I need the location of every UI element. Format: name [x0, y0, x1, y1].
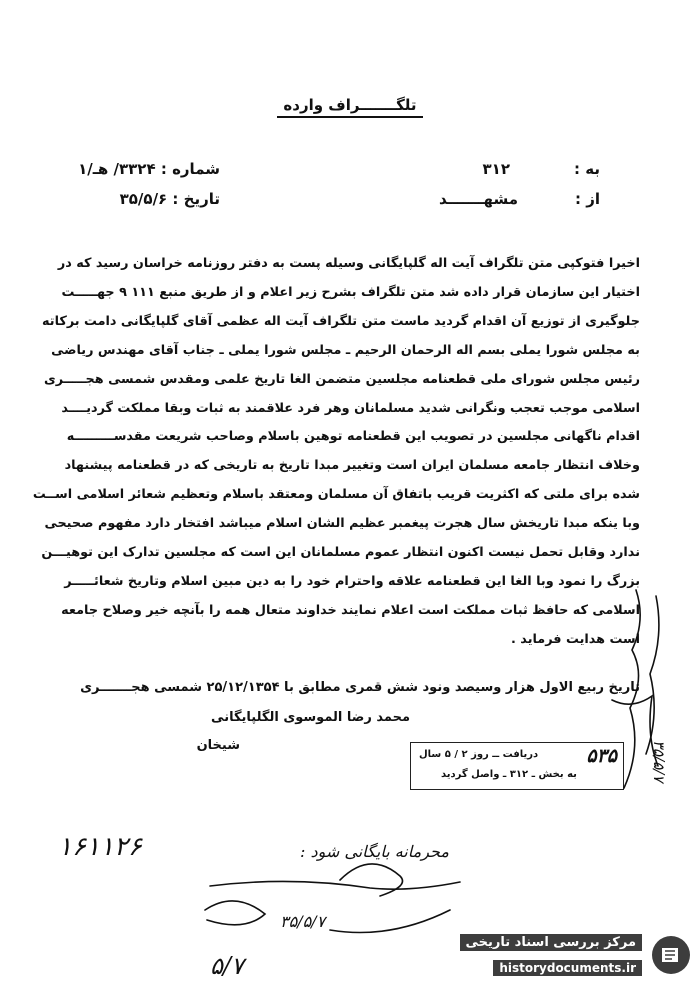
- body-line: اقدام ناگهانی مجلسین در تصویب این قطعنامه توهین باسلام وصاحب شریعت مقدســـــــــه: [66, 429, 640, 445]
- document-number: شماره : ۳۳۲۴/ هـ/۱: [78, 160, 220, 178]
- body-line: وبا ینکه مبدا تاریخش سال هجرت پیغمبر عظیم الشان اسلام میباشد افتخار دارد مفهوم صحیحی: [44, 516, 640, 532]
- to-label: به :: [574, 160, 600, 178]
- signature-stroke: [210, 881, 460, 889]
- archive-logo-icon: [650, 934, 692, 976]
- place-name: شیخان: [196, 738, 240, 753]
- margin-handwriting-stroke: [646, 596, 659, 754]
- body-line: شده برای ملتی که اکثریت قریب باتفاق آن مسلمان ومعتقد باسلام وتعظیم شعائر اسلامی اســت: [32, 487, 640, 503]
- archive-watermark: [454, 928, 694, 988]
- body-line: اسلامی موجب تعجب ونگرانی شدید مسلمانان وهر فرد علاقمند به ثبات وبقا مملکت گردیــــد: [61, 400, 640, 416]
- body-line: ندارد وقابل تحمل نیست اکنون انتظار عموم مسلمانان این است که مجلسین تدارک این توهیـــن: [41, 545, 640, 561]
- document-date: تاریخ : ۳۵/۵/۶: [119, 190, 220, 208]
- handwritten-margin-date: ۳۵/۵/۷: [650, 740, 668, 783]
- signature-stroke: [340, 864, 403, 896]
- body-line: است هدایت فرماید .: [510, 631, 640, 647]
- document-title: تلگـــــــراف وارده: [0, 96, 700, 118]
- body-line: جلوگیری از توزیع آن اقدام گردید ماست متن تلگراف آیت اله عظمی آقای گلپایگانی دامت برکاته: [42, 313, 640, 329]
- from-value: مشهـــــــد: [438, 190, 518, 208]
- footer-date-line: تاریخ ربیع الاول هزار وسیصد ونود شش قمری مطابق با ۲۵/۱۲/۱۳۵۴ شمسی هجـــــــری: [80, 680, 640, 695]
- handwritten-reference-number: ۱۶۱۱۲۶: [58, 832, 142, 862]
- sender-signature: محمد رضا الموسوی الگلپایگانی: [211, 710, 410, 725]
- handwritten-archive-note: محرمانه بایگانی شود :: [300, 842, 449, 861]
- stamp-received-line: دریافت ــ روز ۲ / ۵ سال: [419, 749, 539, 760]
- body-line: وخلاف انتظار جامعه مسلمان ایران است وتغییر مبدا تاریخ به تاریخی که در قطعنامه پیشنهاد: [64, 458, 640, 474]
- signature-stroke: [330, 910, 450, 933]
- body-line: اختیار این سازمان قرار داده شد متن تلگراف بشرح زیر اعلام و از طریق منبع ۱۱۱ ۹ جهـــــت: [61, 284, 640, 300]
- handwritten-date-small: ۵/۷: [210, 952, 244, 980]
- body-line: به مجلس شورا یملی بسم اله الرحمان الرحیم ـ مجلس شورا یملی ـ جناب آقای مهندس ریاضی: [51, 342, 640, 358]
- body-line: بزرگ را نمود وبا الغا این قطعنامه علاقه واحترام خود را به دین مبین اسلام وتاریخ شعائـــــر: [64, 573, 640, 589]
- handwritten-date: ۳۵/۵/۷: [280, 912, 326, 931]
- margin-handwriting-stroke: [624, 590, 640, 788]
- stamp-delivered-line: به بخش ـ ۳۱۲ ـ واصل گردید: [441, 769, 577, 780]
- to-value: ۳۱۲: [482, 160, 510, 178]
- body-line: اسلامی که حافظ ثبات مملکت است اعلام نمایند خداوند متعال همه را بآنچه خیر وصلاح جامعه: [61, 602, 640, 618]
- body-line: رئیس مجلس شورای ملی قطعنامه مجلسین متضمن الغا تاریخ علمی ومقدس شمسی هجـــــری: [44, 371, 640, 387]
- body-line: اخیرا فتوکپی متن تلگراف آیت اله گلپایگانی وسیله پست به دفتر روزنامه خراسان رسید که در: [57, 256, 640, 271]
- stamp-number: ۵۳۵: [586, 745, 617, 767]
- watermark-url: historydocuments.ir: [493, 960, 642, 976]
- from-label: از :: [575, 190, 600, 208]
- signature-stroke: [205, 901, 265, 925]
- watermark-title-fa: مرکز بررسی اسناد تاریخی: [460, 934, 643, 951]
